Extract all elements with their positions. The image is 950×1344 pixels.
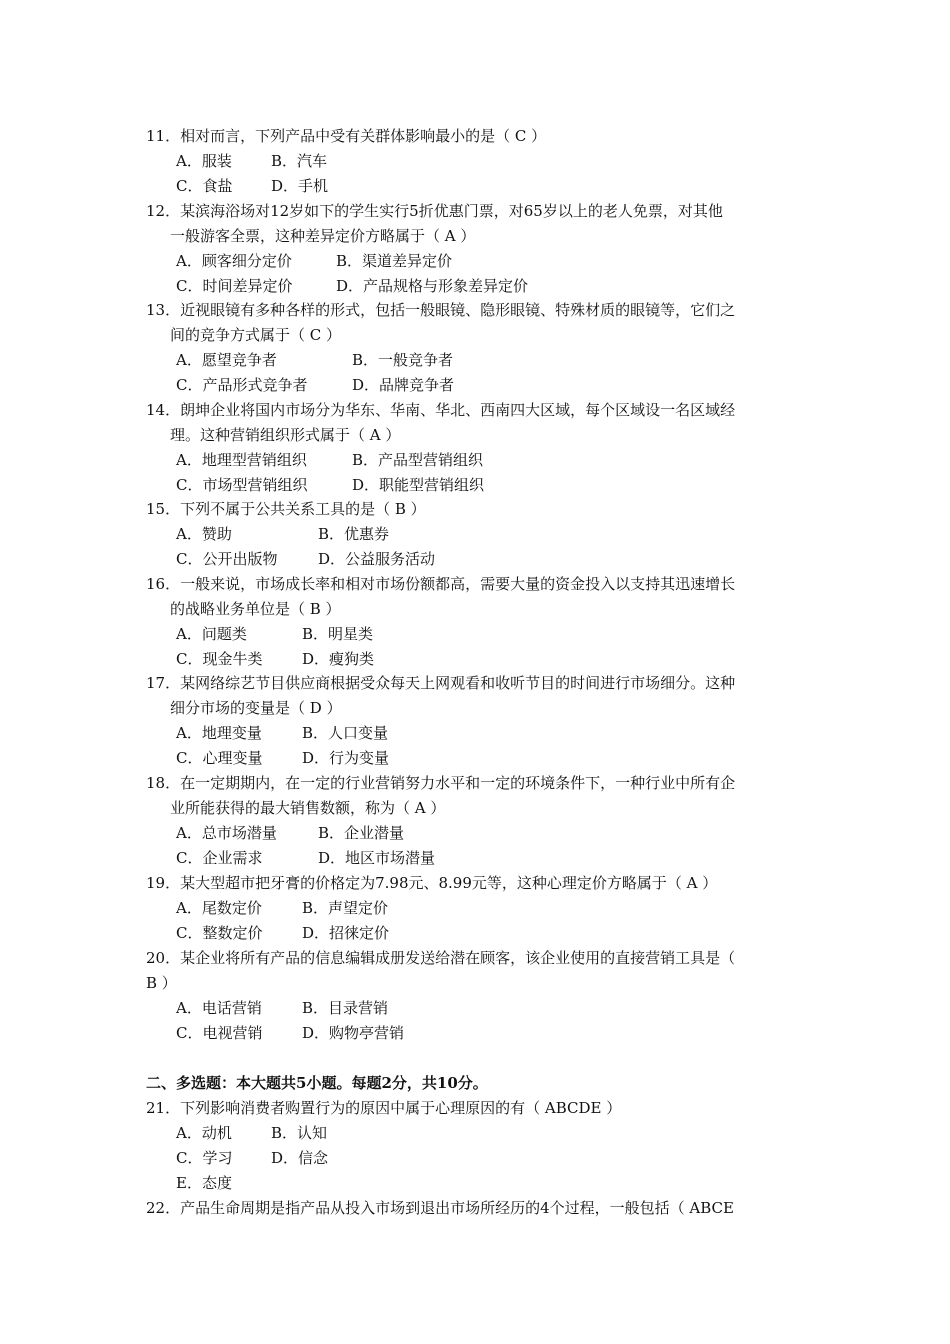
question-number: 14． <box>146 401 181 419</box>
question-stem-cont: 的战略业务单位是（ B ） <box>170 600 341 618</box>
question-18 <box>146 771 816 871</box>
question-number: 20． <box>146 949 181 967</box>
question-11 <box>146 124 816 199</box>
question-stem: 下列影响消费者购置行为的原因中属于心理原因的有（ ABCDE ） <box>180 1099 622 1117</box>
options <box>146 996 816 1046</box>
question-stem: 产品生命周期是指产品从投入市场到退出市场所经历的4个过程，一般包括（ ABCE <box>180 1199 734 1217</box>
option-a: A．尾数定价 <box>176 899 262 917</box>
question-number: 21． <box>146 1099 181 1117</box>
option-d: D．瘦狗类 <box>302 650 375 668</box>
option-d: D．产品规格与形象差异定价 <box>336 277 529 295</box>
option-b: B．声望定价 <box>302 899 389 917</box>
option-c: C．电视营销 <box>176 1024 263 1042</box>
option-b: B．汽车 <box>271 152 328 170</box>
option-b: B．产品型营销组织 <box>352 451 484 469</box>
question-stem: 某滨海浴场对12岁如下的学生实行5折优惠门票，对65岁以上的老人免票，对其他 <box>180 202 723 220</box>
options <box>146 348 816 398</box>
question-number: 11． <box>146 127 181 145</box>
option-d: D．购物亭营销 <box>302 1024 405 1042</box>
question-stem: 相对而言，下列产品中受有关群体影响最小的是（ C ） <box>180 127 547 145</box>
question-number: 15． <box>146 500 181 518</box>
option-d: D．职能型营销组织 <box>352 476 485 494</box>
question-15 <box>146 497 816 572</box>
option-c: C．现金牛类 <box>176 650 263 668</box>
question-stem-cont: 一般游客全票，这种差异定价方略属于（ A ） <box>170 227 476 245</box>
question-stem: 在一定期期内，在一定的行业营销努力水平和一定的环境条件下，一种行业中所有企 <box>180 774 736 792</box>
option-a: A．愿望竞争者 <box>176 351 277 369</box>
option-c: C．心理变量 <box>176 749 263 767</box>
question-number: 19． <box>146 874 181 892</box>
option-d: D．品牌竞争者 <box>352 376 455 394</box>
question-14 <box>146 398 816 498</box>
option-b: B．目录营销 <box>302 999 389 1017</box>
question-12 <box>146 199 816 299</box>
question-20 <box>146 946 816 1046</box>
option-c: C．整数定价 <box>176 924 263 942</box>
question-number: 16． <box>146 575 181 593</box>
question-stem: 某大型超市把牙膏的价格定为7.98元、8.99元等，这种心理定价方略属于（ A ） <box>180 874 718 892</box>
options <box>146 448 816 498</box>
options <box>146 821 816 871</box>
option-b: B．渠道差异定价 <box>336 252 453 270</box>
option-b: B．企业潜量 <box>318 824 405 842</box>
option-e: E．态度 <box>176 1174 232 1192</box>
question-stem: 下列不属于公共关系工具的是（ B ） <box>180 500 426 518</box>
option-a: A．地理变量 <box>176 724 262 742</box>
option-a: A．电话营销 <box>176 999 262 1017</box>
question-stem-cont: 业所能获得的最大销售数额，称为（ A ） <box>170 799 446 817</box>
option-b: B．一般竞争者 <box>352 351 454 369</box>
option-c: C．公开出版物 <box>176 550 278 568</box>
option-a: A．服装 <box>176 152 232 170</box>
option-c: C．时间差异定价 <box>176 277 293 295</box>
option-d: D．招徕定价 <box>302 924 390 942</box>
option-d: D．信念 <box>271 1149 329 1167</box>
section-title: 二、多选题：本大题共5小题。每题2分，共10分。 <box>146 1074 488 1092</box>
options <box>146 522 816 572</box>
question-13 <box>146 298 816 398</box>
question-21 <box>146 1096 816 1196</box>
option-d: D．公益服务活动 <box>318 550 436 568</box>
option-d: D．地区市场潜量 <box>318 849 436 867</box>
option-b: B．认知 <box>271 1124 328 1142</box>
option-c: C．企业需求 <box>176 849 263 867</box>
options <box>146 622 816 672</box>
question-stem: 朗坤企业将国内市场分为华东、华南、华北、西南四大区域，每个区域设一名区域经 <box>180 401 736 419</box>
question-number: 17． <box>146 674 181 692</box>
question-number: 18． <box>146 774 181 792</box>
question-number: 12． <box>146 202 181 220</box>
option-b: B．人口变量 <box>302 724 389 742</box>
question-stem-cont: 间的竞争方式属于（ C ） <box>170 326 342 344</box>
option-a: A．地理型营销组织 <box>176 451 307 469</box>
options <box>146 149 816 199</box>
options <box>146 1121 816 1196</box>
question-stem: 近视眼镜有多种各样的形式，包括一般眼镜、隐形眼镜、特殊材质的眼镜等，它们之 <box>180 301 736 319</box>
options <box>146 896 816 946</box>
question-22 <box>146 1196 816 1221</box>
question-stem: 某企业将所有产品的信息编辑成册发送给潜在顾客，该企业使用的直接营销工具是（ <box>180 949 736 967</box>
option-d: D．行为变量 <box>302 749 390 767</box>
question-stem: 某网络综艺节目供应商根据受众每天上网观看和收听节目的时间进行市场细分。这种 <box>180 674 736 692</box>
option-a: A．顾客细分定价 <box>176 252 292 270</box>
option-a: A．动机 <box>176 1124 232 1142</box>
question-stem: 一般来说，市场成长率和相对市场份额都高，需要大量的资金投入以支持其迅速增长 <box>180 575 736 593</box>
question-19 <box>146 871 816 946</box>
option-c: C．市场型营销组织 <box>176 476 308 494</box>
option-c: C．学习 <box>176 1149 233 1167</box>
question-17 <box>146 671 816 771</box>
question-16 <box>146 572 816 672</box>
option-c: C．食盐 <box>176 177 233 195</box>
options <box>146 249 816 299</box>
option-a: A．赞助 <box>176 525 232 543</box>
option-c: C．产品形式竞争者 <box>176 376 308 394</box>
question-stem-cont: B ） <box>146 974 177 992</box>
question-stem-cont: 理。这种营销组织形式属于（ A ） <box>170 426 401 444</box>
option-b: B．明星类 <box>302 625 374 643</box>
option-d: D．手机 <box>271 177 329 195</box>
option-a: A．问题类 <box>176 625 247 643</box>
option-b: B．优惠券 <box>318 525 390 543</box>
question-stem-cont: 细分市场的变量是（ D ） <box>170 699 342 717</box>
option-a: A．总市场潜量 <box>176 824 277 842</box>
options <box>146 721 816 771</box>
question-number: 13． <box>146 301 181 319</box>
question-number: 22． <box>146 1199 181 1217</box>
